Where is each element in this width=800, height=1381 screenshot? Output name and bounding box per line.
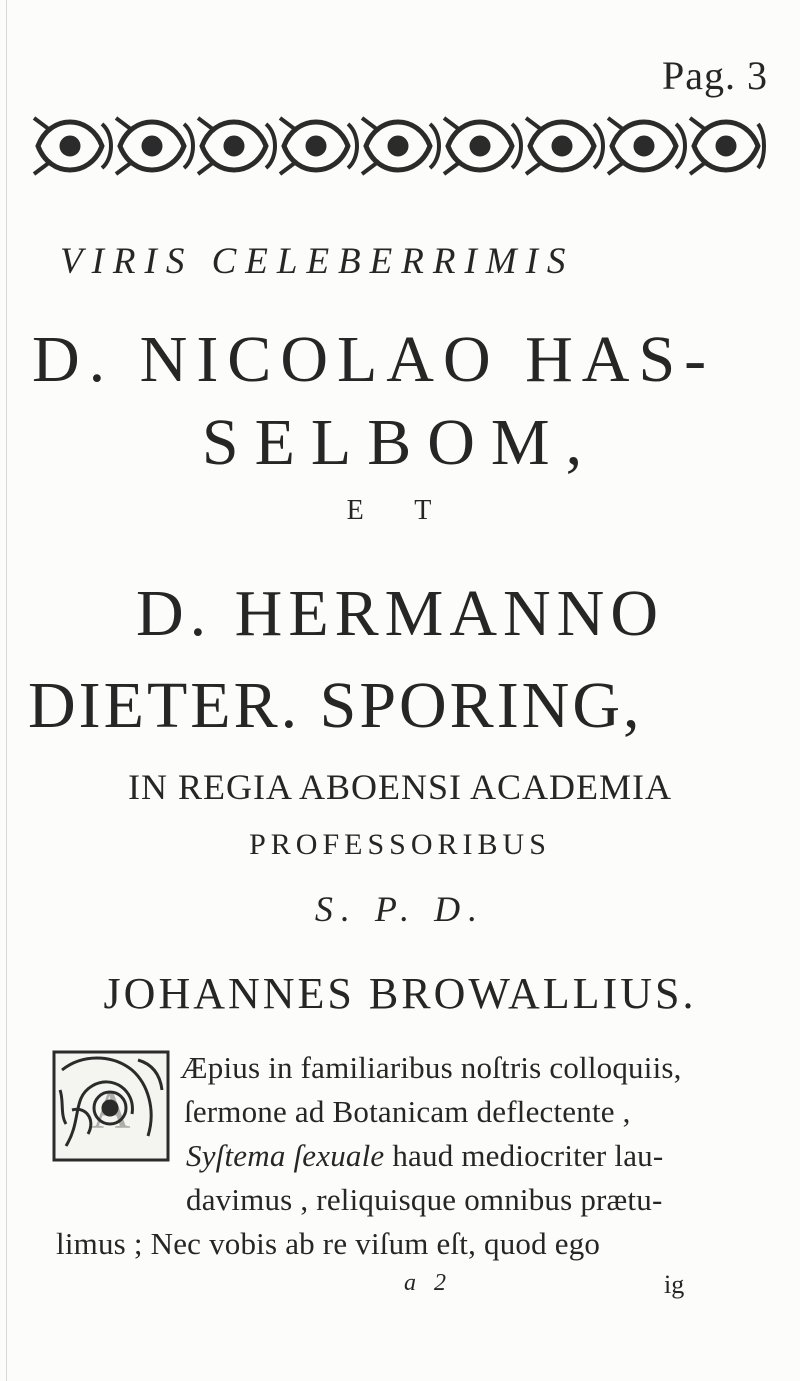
dedicatee-second-line1: D. HERMANNO — [136, 577, 664, 650]
body-line-5: limus ; Nec vobis ab re viſum eſt, quod ego — [56, 1226, 601, 1261]
dedication-heading: VIRIS CELEBERRIMIS — [60, 241, 575, 282]
institution-line: IN REGIA ABOENSI ACADEMIA — [127, 767, 672, 807]
page-number: Pag. 3 — [662, 53, 768, 98]
page-edge-divider — [6, 0, 7, 1381]
body-line-2: ſermone ad Botanicam deflectente , — [184, 1094, 631, 1129]
ornament-unit — [526, 118, 603, 174]
dedicatee-second-line2: DIETER. SPORING, — [28, 669, 643, 742]
italic-term: Syſtema ſexuale — [186, 1138, 385, 1173]
catchword: ig — [664, 1270, 685, 1299]
ornament-unit — [690, 118, 764, 174]
dedicatee-first-line2: SELBOM, — [201, 406, 599, 479]
institution-title: PROFESSORIBUS — [249, 828, 551, 861]
ornament-unit — [198, 118, 275, 174]
ornament-unit — [444, 118, 521, 174]
body-line-3-rest: haud mediocriter lau- — [384, 1138, 664, 1173]
conjunction: E T — [346, 495, 454, 526]
ornament-unit — [608, 118, 685, 174]
dedicatee-first-line1: D. NICOLAO HAS- — [32, 323, 716, 396]
ornament-unit — [116, 118, 193, 174]
decorated-initial-A-icon — [52, 1050, 170, 1162]
ornament-unit — [34, 118, 111, 174]
ornament-unit — [280, 118, 357, 174]
body-line-4: davimus , reliquisque omnibus prætu- — [186, 1182, 663, 1217]
salutation: S. P. D. — [314, 889, 486, 929]
signature-mark: a 2 — [404, 1270, 452, 1296]
ornament-unit — [362, 118, 439, 174]
body-line-1: Æpius in familiaribus noſtris colloquiis, — [180, 1050, 682, 1085]
author-name: JOHANNES BROWALLIUS. — [103, 969, 697, 1018]
svg-text:A: A — [91, 1080, 131, 1140]
body-line-3 — [186, 1138, 663, 1174]
floral-ornament-band — [30, 104, 770, 190]
